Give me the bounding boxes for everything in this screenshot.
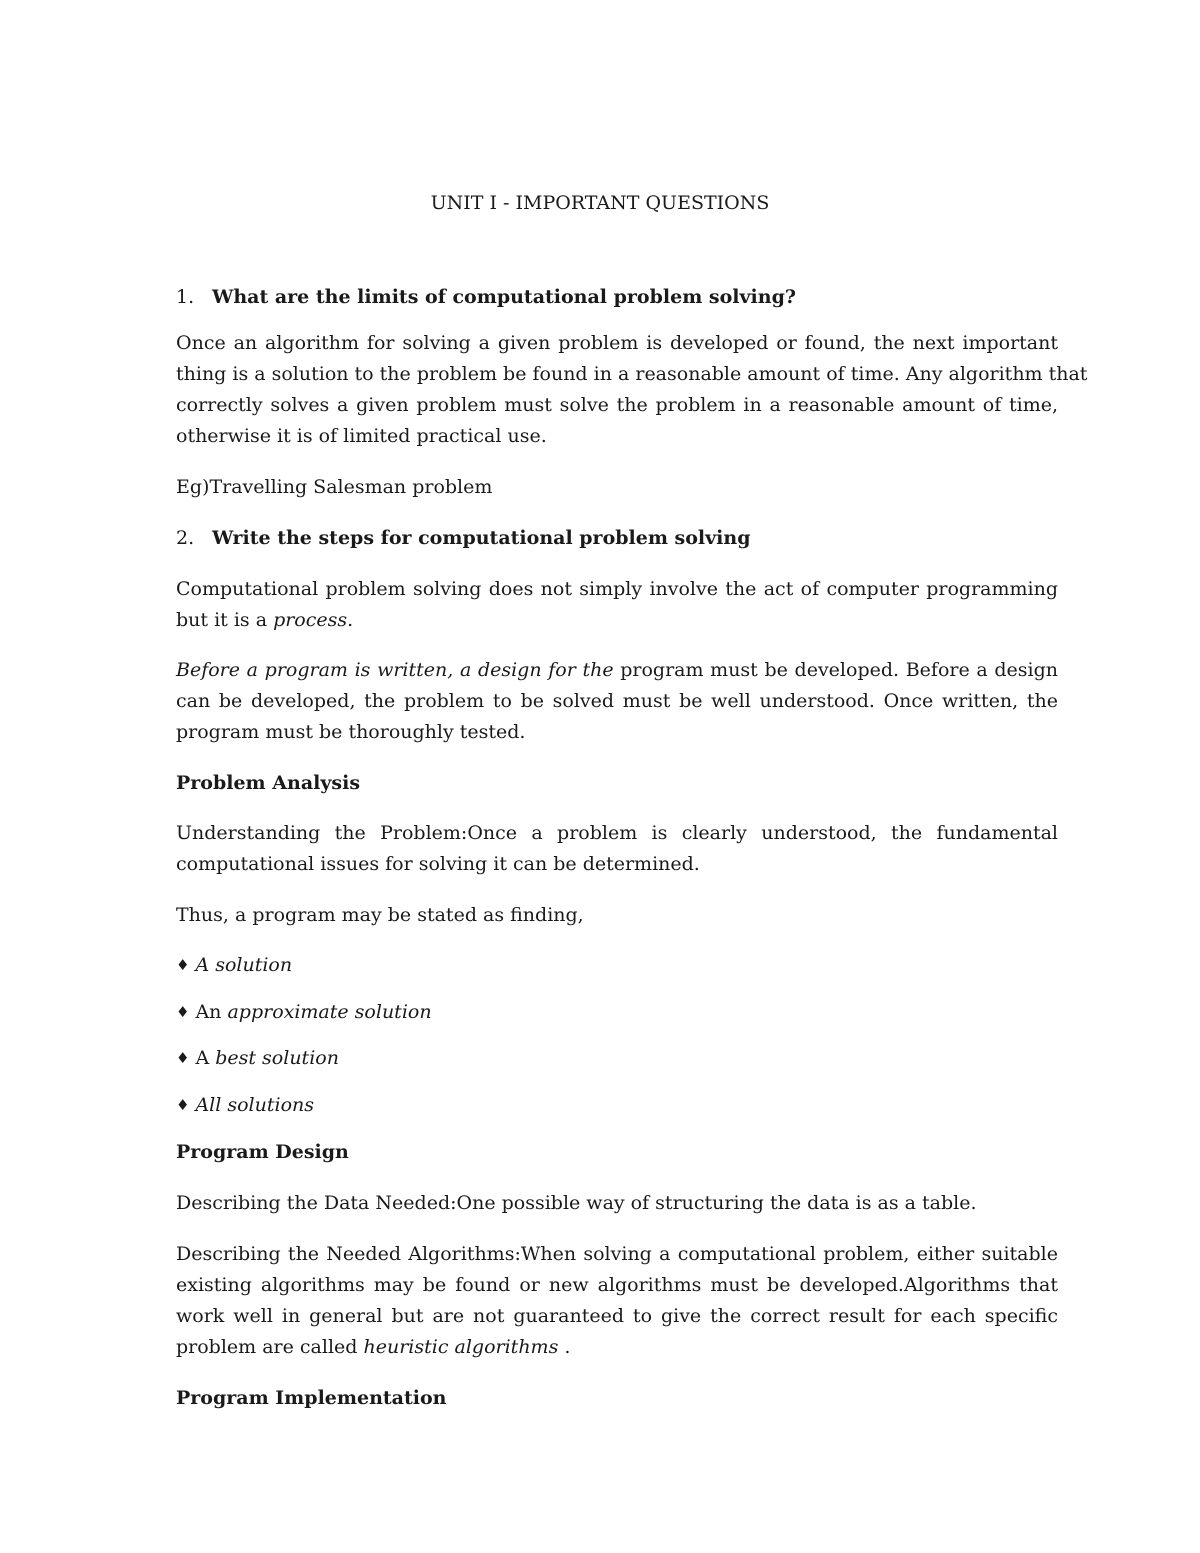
answer-2-p2-line-3: program must be thoroughly tested.: [176, 721, 526, 743]
design-p2-line-4: [176, 1335, 1058, 1359]
heading-problem-analysis: Problem Analysis: [176, 772, 361, 794]
diamond-bullet-icon: ♦: [176, 1096, 190, 1114]
design-p2-line-3: work well in general but are not guaranteed to give the correct result for each specific: [176, 1305, 1058, 1327]
question-1-text: What are the limits of computational problem solving?: [212, 286, 796, 308]
answer-2-p1-italic: process: [273, 609, 348, 631]
diamond-bullet-icon: ♦: [176, 956, 190, 974]
question-2: [176, 526, 1058, 550]
design-p2-period: .: [558, 1336, 571, 1358]
question-1-number: 1.: [176, 286, 195, 308]
answer-2-p1-period: .: [347, 609, 354, 631]
bullet-4-text: All solutions: [195, 1094, 315, 1116]
answer-2-p2-text: program must be developed. Before a design: [613, 659, 1059, 681]
bullet-2-plain: An: [195, 1001, 228, 1023]
analysis-intro: Thus, a program may be stated as finding,: [176, 904, 584, 926]
answer-2-p2-italic: Before a program is written, a design for the: [176, 659, 614, 681]
answer-2-p2-line-1: [176, 658, 1058, 682]
answer-1-line-3: correctly solves a given problem must solve the problem in a reasonable amount of time,: [176, 394, 1058, 416]
heading-program-design: Program Design: [176, 1141, 349, 1163]
question-2-text: Write the steps for computational problem solving: [212, 527, 751, 549]
page-title: UNIT I - IMPORTANT QUESTIONS: [430, 192, 770, 214]
bullet-1-text: A solution: [195, 954, 293, 976]
answer-2-p1-text: but it is a: [176, 609, 274, 631]
bullet-item-3: [176, 1046, 1058, 1070]
design-line-1: Describing the Data Needed:One possible way of structuring the data is as a table.: [176, 1192, 977, 1214]
design-p2-line-2: existing algorithms may be found or new algorithms must be developed.Algorithms that: [176, 1274, 1058, 1296]
answer-2-p1-line-2: [176, 608, 1058, 632]
question-2-number: 2.: [176, 527, 195, 549]
answer-1-line-2: thing is a solution to the problem be found in a reasonable amount of time. Any algorithm that: [176, 363, 1088, 385]
bullet-item-2: [176, 1000, 1058, 1024]
diamond-bullet-icon: ♦: [176, 1003, 190, 1021]
design-p2-line-1: Describing the Needed Algorithms:When solving a computational problem, either suitable: [176, 1243, 1058, 1265]
answer-1-line-4: otherwise it is of limited practical use.: [176, 425, 547, 447]
bullet-2-text: approximate solution: [227, 1001, 432, 1023]
answer-2-p2-line-2: can be developed, the problem to be solved must be well understood. Once written, the: [176, 690, 1058, 712]
analysis-line-1: Understanding the Problem:Once a problem is clearly understood, the fundamental: [176, 822, 1058, 844]
bullet-3-text: best solution: [215, 1047, 339, 1069]
bullet-3-plain: A: [195, 1047, 216, 1069]
diamond-bullet-icon: ♦: [176, 1049, 190, 1067]
design-p2-text: problem are called: [176, 1336, 364, 1358]
answer-2-p1-line-1: Computational problem solving does not simply involve the act of computer programming: [176, 578, 1058, 600]
question-1: [176, 285, 1058, 309]
design-p2-italic: heuristic algorithms: [363, 1336, 559, 1358]
heading-program-implementation: Program Implementation: [176, 1387, 447, 1409]
bullet-item-4: [176, 1093, 1058, 1117]
bullet-item-1: [176, 953, 1058, 977]
answer-1-example: Eg)Travelling Salesman problem: [176, 476, 493, 498]
analysis-line-2: computational issues for solving it can be determined.: [176, 853, 700, 875]
answer-1-line-1: Once an algorithm for solving a given problem is developed or found, the next important: [176, 332, 1058, 354]
